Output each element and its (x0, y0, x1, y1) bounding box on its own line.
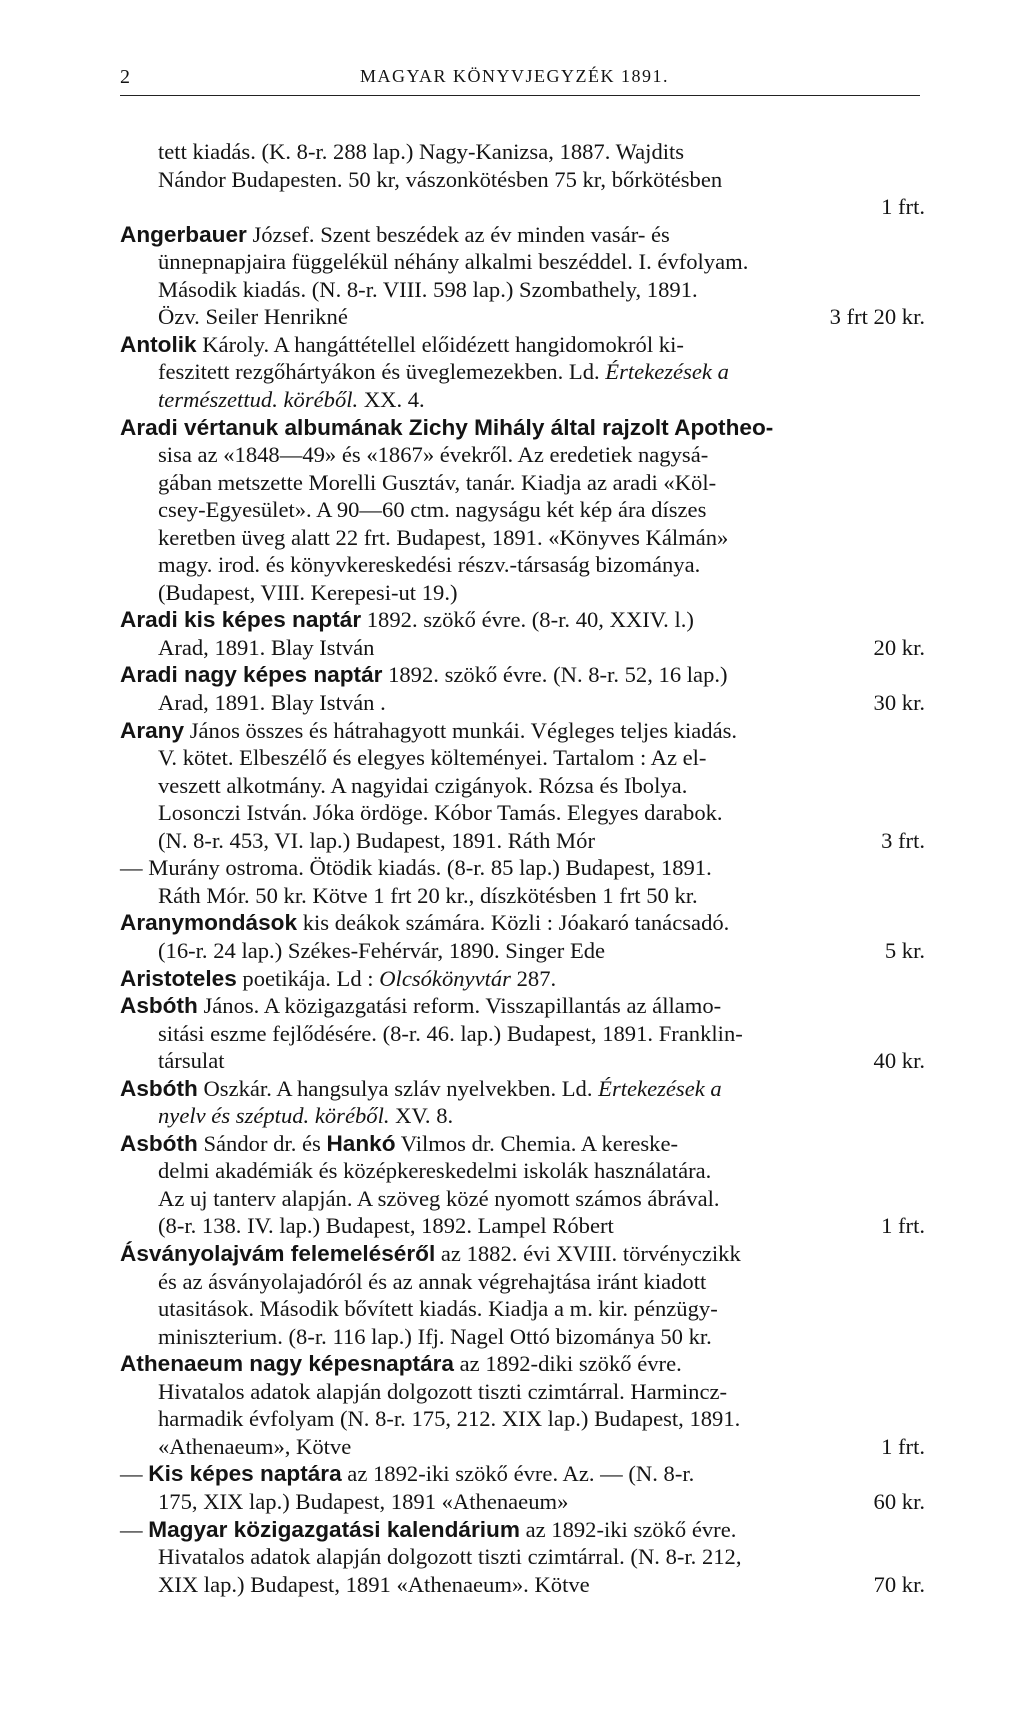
catalog-line-text (158, 745, 706, 770)
catalog-line (120, 661, 728, 689)
entry-text: Vilmos dr. Chemia. A kereske- (395, 1130, 679, 1156)
entry-heading: Aranymondások (120, 910, 298, 936)
entry-text: Ráth Mór. 50 kr. Kötve 1 frt 20 kr., díszkötésben 1 frt 50 kr. (158, 882, 698, 908)
catalog-line (158, 138, 684, 166)
entry-heading: Aristoteles (120, 965, 237, 991)
catalog-line-text (120, 662, 728, 687)
catalog-line-text (158, 359, 729, 384)
price: 20 kr. (873, 634, 925, 660)
catalog-line-text (158, 883, 698, 908)
catalog-line (158, 937, 925, 965)
entry-heading: Kis képes naptára (148, 1461, 342, 1487)
entry-heading: Ásványolajvám felemeléséről (120, 1241, 436, 1266)
catalog-line (158, 772, 687, 800)
catalog-line-text (120, 966, 556, 991)
series-title: Olcsókönyvtár (379, 965, 511, 991)
entry-text: csey-Egyesület». A 90—60 ctm. nagyságu két kép ára díszes (158, 497, 707, 523)
catalog-line-text (158, 1572, 590, 1597)
catalog-line (120, 414, 773, 442)
catalog-line-text (158, 304, 348, 329)
entry-text: — (120, 1516, 149, 1542)
catalog-line (120, 1075, 722, 1103)
catalog-line-text (158, 1186, 720, 1211)
entry-text: 1892. szökő évre. (8-r. 40, XXIV. l.) (361, 607, 694, 633)
entry-text: Nándor Budapesten. 50 kr, vászonkötésben 75 kr, bőrkötésben (158, 166, 723, 192)
catalog-line (120, 1130, 678, 1158)
entry-text: Özv. Seiler Henrikné (158, 304, 348, 330)
catalog-line-text (120, 415, 773, 440)
series-title: Értekezések a (605, 359, 729, 385)
catalog-line (158, 441, 708, 469)
catalog-line-text (158, 1406, 740, 1431)
entry-text: 1892. szökő évre. (N. 8-r. 52, 16 lap.) (382, 662, 728, 688)
entry-text: (N. 8-r. 453, VI. lap.) Budapest, 1891. Ráth Mór (158, 827, 595, 853)
entry-text: — (120, 1461, 149, 1487)
price: 1 frt. (881, 194, 925, 220)
entry-text: «Athenaeum», Kötve (158, 1433, 352, 1459)
catalog-line-text (120, 993, 721, 1018)
catalog-line-text (158, 1434, 351, 1459)
catalog-line-text (158, 167, 722, 192)
catalog-line-text (158, 387, 425, 412)
entry-text: sitási eszme fejlődésére. (8-r. 46. lap.) Budapest, 1891. Franklin- (158, 1020, 743, 1046)
catalog-line (158, 1020, 743, 1048)
catalog-line (158, 1571, 925, 1599)
catalog-line (158, 303, 925, 331)
catalog-line-text (158, 938, 605, 963)
catalog-line-text (158, 470, 716, 495)
catalog-line-text (158, 1021, 743, 1046)
catalog-line (158, 1102, 453, 1130)
entry-text: Hivatalos adatok alapján dolgozott tiszti czimtárral. Harmincz- (158, 1378, 728, 1404)
entry-heading: Asbóth (120, 993, 198, 1019)
entry-heading: Magyar közigazgatási kalendárium (148, 1516, 520, 1542)
catalog-line (158, 1433, 925, 1461)
catalog-line (158, 799, 723, 827)
catalog-line (158, 1047, 925, 1075)
catalog-line (120, 1350, 682, 1378)
catalog-line (158, 827, 925, 855)
series-title: természettud. köréből. (158, 386, 359, 412)
catalog-line-text (158, 1324, 712, 1349)
entry-text: Károly. A hangáttétellel előidézett hangidomokról ki- (196, 331, 684, 357)
entry-heading: Athenaeum nagy képesnaptára (120, 1351, 454, 1377)
catalog-line-text (120, 332, 684, 357)
entry-heading: Aradi nagy képes naptár (120, 662, 383, 688)
entry-text: — Murány ostroma. Ötödik kiadás. (8-r. 85 lap.) Budapest, 1891. (120, 855, 712, 881)
catalog-line (158, 1212, 925, 1240)
catalog-line-text (158, 1379, 727, 1404)
price: 1 frt. (881, 1433, 925, 1459)
catalog-line-text (158, 800, 723, 825)
catalog-line-text (158, 442, 708, 467)
catalog-line-text (158, 1269, 706, 1294)
catalog-line (120, 1240, 741, 1268)
entry-text: XX. 4. (358, 386, 425, 412)
catalog-line-text (158, 249, 748, 274)
entry-text: XV. 8. (389, 1103, 454, 1129)
catalog-line (120, 331, 684, 359)
entry-text: magy. irod. és könyvkereskedési részv.-társaság bizománya. (158, 552, 701, 578)
catalog-line-text (158, 580, 458, 605)
catalog-line (120, 221, 670, 249)
entry-heading: Antolik (120, 331, 197, 357)
catalog-line (120, 965, 556, 993)
entry-text: delmi akadémiák és középkereskedelmi iskolák használatára. (158, 1158, 712, 1184)
series-title: nyelv és széptud. köréből. (158, 1103, 390, 1129)
entry-text: kis deákok számára. Közli : Jóakaró tanácsadó. (297, 910, 730, 936)
catalog-line-text (120, 1517, 736, 1542)
catalog-line (158, 166, 722, 194)
catalog-line-text (120, 718, 737, 743)
catalog-line (120, 909, 729, 937)
catalog-line-text (158, 828, 595, 853)
catalog-line-text (158, 1489, 568, 1514)
running-title: MAGYAR KÖNYVJEGYZÉK 1891. (360, 66, 669, 86)
catalog-line-text (158, 1158, 711, 1183)
catalog-line (120, 606, 694, 634)
catalog-line (158, 1268, 706, 1296)
entry-text: (16-r. 24 lap.) Székes-Fehérvár, 1890. Singer Ede (158, 937, 606, 963)
entry-text: (Budapest, VIII. Kerepesi-ut 19.) (158, 579, 458, 605)
entry-heading: Arany (120, 717, 185, 743)
catalog-line (120, 854, 712, 882)
catalog-line-text (120, 1131, 678, 1156)
entry-text: feszitett rezgőhártyákon és üveglemezekben. Ld. (158, 359, 606, 385)
entry-heading: Aradi kis képes naptár (120, 607, 362, 633)
price: 1 frt. (881, 1213, 925, 1239)
catalog-line (158, 469, 716, 497)
price: 3 frt. (881, 827, 925, 853)
price: 30 kr. (873, 690, 925, 715)
entry-text: Az uj tanterv alapján. A szöveg közé nyomott számos ábrával. (158, 1185, 720, 1211)
catalog-line (158, 579, 458, 607)
catalog-line-text (158, 1103, 453, 1128)
catalog-line-text (120, 1076, 722, 1101)
catalog-line (120, 1460, 694, 1488)
entry-text: Hivatalos adatok alapján dolgozott tiszti czimtárral. (N. 8-r. 212, (158, 1544, 742, 1570)
entry-text: Arad, 1891. Blay István (158, 634, 375, 660)
entry-heading: Hankó (326, 1130, 396, 1156)
catalog-line-text (120, 607, 694, 632)
catalog-line-text (120, 222, 670, 247)
catalog-line-text (158, 1296, 718, 1321)
entry-text: keretben üveg alatt 22 frt. Budapest, 1891. «Könyves Kálmán» (158, 524, 729, 550)
page-number: 2 (120, 66, 130, 88)
entry-text: Második kiadás. (N. 8-r. VIII. 598 lap.) Szombathely, 1891. (158, 276, 698, 302)
catalog-line-text (158, 773, 687, 798)
entry-text: V. kötet. Elbeszélő és elegyes költeményei. Tartalom : Az el- (158, 745, 707, 771)
catalog-line (158, 386, 425, 414)
catalog-line-text (120, 1351, 682, 1376)
catalog-line-text (158, 635, 374, 660)
entry-text: ünnepnapjaira függelékül néhány alkalmi beszéddel. I. évfolyam. (158, 249, 749, 275)
entry-text: miniszterium. (8-r. 116 lap.) Ifj. Nagel Ottó bizománya 50 kr. (158, 1323, 712, 1349)
entry-text: és az ásványolajadóról és az annak végrehajtása iránt kiadott (158, 1268, 707, 1294)
entry-text: Losonczi István. Jóka ördöge. Kóbor Tamás. Elegyes darabok. (158, 800, 723, 826)
catalog-line (120, 717, 737, 745)
catalog-line (158, 1488, 925, 1516)
catalog-line (158, 524, 728, 552)
catalog-line (158, 744, 706, 772)
entry-text: az 1892-iki szökő évre. (519, 1516, 737, 1542)
catalog-line (120, 992, 721, 1020)
entry-text: gában metszette Morelli Gusztáv, tanár. Kiadja az aradi «Köl- (158, 469, 717, 495)
entry-heading: Asbóth (120, 1075, 198, 1101)
catalog-line (158, 358, 729, 386)
entry-text: XIX lap.) Budapest, 1891 «Athenaeum». Kötve (158, 1571, 590, 1597)
entry-text: 175, XIX lap.) Budapest, 1891 «Athenaeum» (158, 1488, 569, 1514)
entry-text: utasitások. Második bővített kiadás. Kiadja a m. kir. pénzügy- (158, 1296, 718, 1322)
catalog-line (158, 551, 700, 579)
catalog-line-text (158, 1048, 225, 1073)
entry-text: poetikája. Ld : (236, 965, 380, 991)
price: 70 kr. (873, 1571, 925, 1597)
catalog-line-text (120, 1461, 694, 1486)
entry-text: sisa az «1848—49» és «1867» évekről. Az eredetiek nagysá- (158, 442, 709, 468)
catalog-line (158, 248, 748, 276)
entry-text: harmadik évfolyam (N. 8-r. 175, 212. XIX lap.) Budapest, 1891. (158, 1406, 741, 1432)
catalog-line (158, 1295, 718, 1323)
catalog-line-text (120, 855, 712, 880)
entry-heading: Angerbauer (120, 221, 247, 247)
catalog-line-text (158, 139, 684, 164)
catalog-line (120, 1516, 736, 1544)
catalog-line-text (158, 1544, 742, 1569)
catalog-line-text (158, 552, 700, 577)
entry-text: Sándor dr. és (197, 1130, 327, 1156)
entry-text: János összes és hátrahagyott munkái. Végleges teljes kiadás. (184, 717, 738, 743)
entry-text: az 1892-diki szökő évre. (454, 1351, 682, 1377)
catalog-line (158, 1405, 740, 1433)
entry-text: (8-r. 138. IV. lap.) Budapest, 1892. Lampel Róbert (158, 1213, 614, 1239)
catalog-line-text (158, 277, 698, 302)
entry-text: János. A közigazgatási reform. Visszapillantás az államo- (197, 993, 722, 1019)
catalog-line-text (158, 525, 728, 550)
catalog-line-text (158, 497, 706, 522)
catalog-line (158, 1157, 711, 1185)
price: 60 kr. (873, 1488, 925, 1514)
catalog-line-text (158, 690, 386, 715)
catalog-line (158, 1185, 720, 1213)
catalog-line (158, 882, 698, 910)
entry-text: József. Szent beszédek az év minden vasár- és (246, 221, 670, 247)
entry-text: Oszkár. A hangsulya szláv nyelvekben. Ld. (197, 1075, 599, 1101)
catalog-line (158, 1543, 742, 1571)
catalog-line-text (158, 1213, 614, 1238)
price: 5 kr. (884, 937, 925, 963)
entry-text: tett kiadás. (K. 8-r. 288 lap.) Nagy-Kanizsa, 1887. Wajdits (158, 139, 685, 164)
entry-text: az 1882. évi XVIII. törvényczikk (435, 1241, 741, 1266)
series-title: Értekezések a (598, 1075, 722, 1101)
entry-text: veszett alkotmány. A nagyidai czigányok. Rózsa és Ibolya. (158, 772, 688, 798)
catalog-line (158, 1378, 727, 1406)
price: 3 frt 20 kr. (829, 304, 925, 330)
entry-text: társulat (158, 1048, 225, 1074)
catalog-line (158, 689, 925, 717)
catalog-line-text (120, 1241, 741, 1266)
entry-text: Arad, 1891. Blay István . (158, 690, 386, 715)
catalog-line-text (120, 910, 729, 935)
catalog-line (158, 634, 925, 662)
catalog-line (158, 1323, 712, 1351)
entry-heading: Asbóth (120, 1130, 198, 1156)
catalog-line (158, 496, 706, 524)
catalog-line (158, 276, 698, 304)
entry-text: az 1892-iki szökő évre. Az. — (N. 8-r. (341, 1461, 695, 1487)
price: 40 kr. (873, 1048, 925, 1074)
entry-text: 287. (510, 965, 557, 991)
entry-heading: Aradi vértanuk albumának Zichy Mihály által rajzolt Apotheo- (120, 414, 774, 440)
